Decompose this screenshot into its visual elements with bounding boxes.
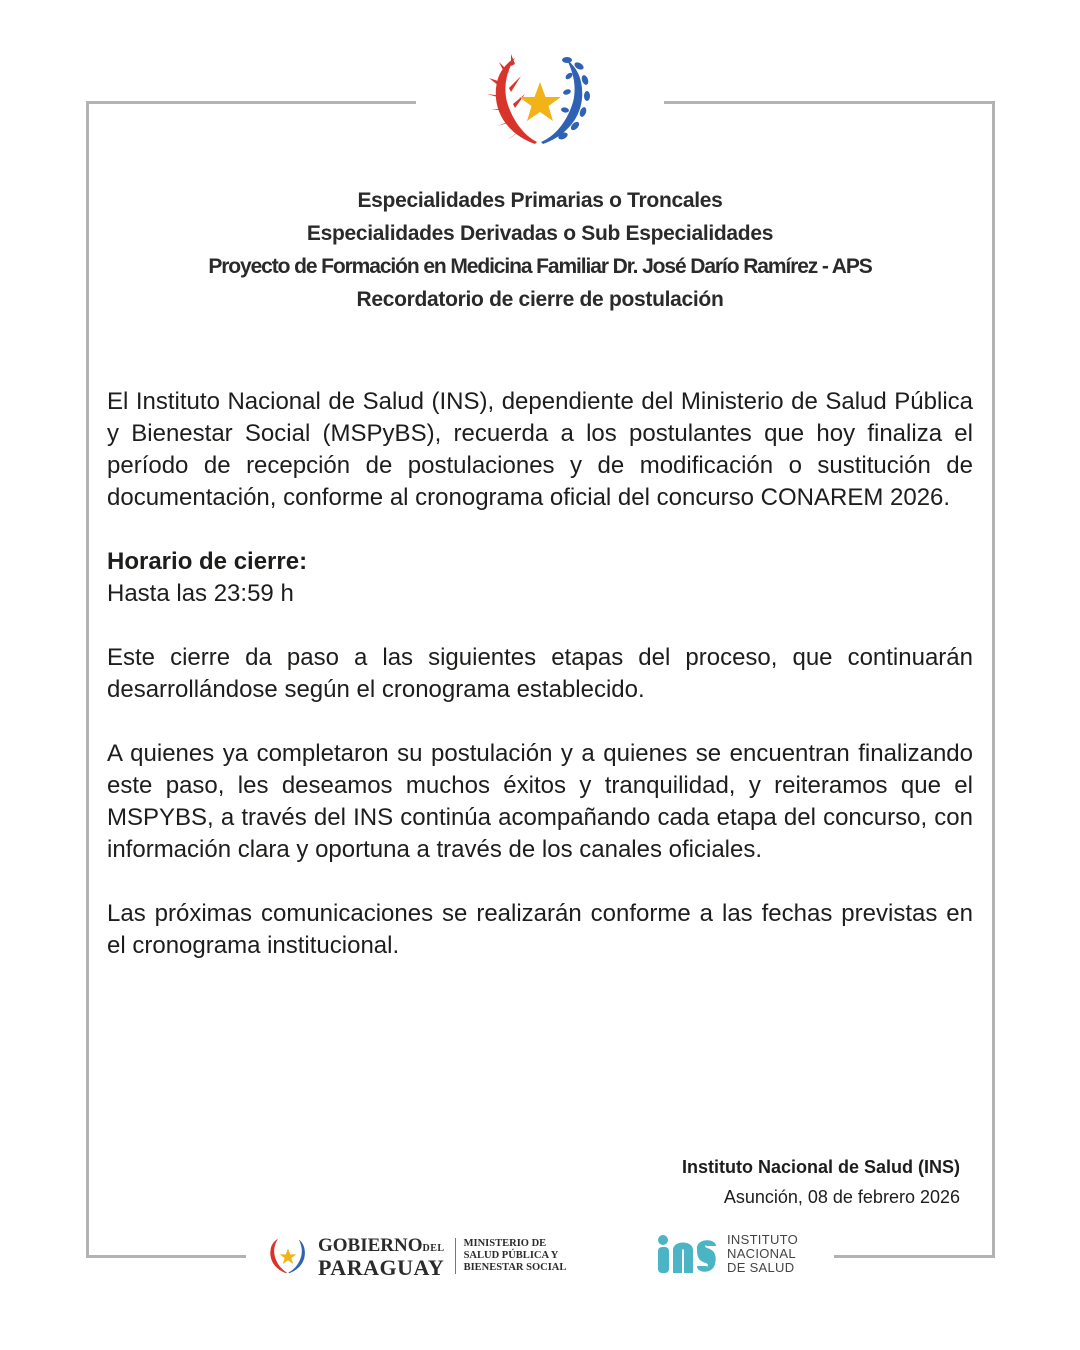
heading-derived-specialties: Especialidades Derivadas o Sub Especialidades — [306, 222, 774, 245]
gobierno-del: DEL — [422, 1242, 445, 1254]
paragraph-next-communications: Las próximas comunicaciones se realizarán conforme a las fechas previstas en el cronograma institucional. — [107, 900, 973, 959]
heading-primary-specialties: Especialidades Primarias o Troncales — [357, 189, 723, 212]
paragraph-intro: El Instituto Nacional de Salud (INS), dependiente del Ministerio de Salud Pública y Bienestar Social (MSPyBS), recuerda a los postulantes que hoy finaliza el período de recepción de postulaciones y de modificación o sustitución de documentación, conforme al cronograma oficial del concurso CONAREM 2026. — [107, 388, 973, 511]
document-body — [107, 386, 973, 962]
signature-block — [682, 1152, 960, 1212]
heading-reminder: Recordatorio de cierre de postulación — [356, 288, 724, 311]
paragraph-next-stages: Este cierre da paso a las siguientes etapas del proceso, que continuarán desarrollándose según el cronograma establecido. — [107, 644, 973, 703]
document-headings — [100, 184, 980, 316]
ins-line2: NACIONAL — [727, 1246, 796, 1261]
ministerio-wordmark — [464, 1238, 567, 1274]
frame-top-right — [664, 101, 995, 104]
ministerio-line1: MINISTERIO DE — [463, 1238, 547, 1249]
heading-family-medicine-project: Proyecto de Formación en Medicina Familiar Dr. José Darío Ramírez - APS — [208, 255, 872, 278]
ins-line3: DE SALUD — [727, 1260, 795, 1275]
ins-line1: INSTITUTO — [727, 1232, 799, 1247]
footer-divider — [455, 1238, 456, 1274]
gobierno-line1: GOBIERNO — [318, 1234, 423, 1256]
paragraph-wishes: A quienes ya completaron su postulación y a quienes se encuentran finalizando este paso, les deseamos muchos éxitos y tranquilidad, y reiteramos que el MSPYBS, a través del INS continúa acompañando cada etapa del concurso, con información clara y oportuna a través de los canales oficiales. — [107, 740, 973, 863]
ins-wordmark — [727, 1233, 798, 1275]
frame-bottom-right — [834, 1255, 995, 1258]
ministerio-line3: BIENESTAR SOCIAL — [463, 1262, 567, 1273]
frame-bottom-left — [86, 1255, 246, 1258]
closing-time-value: Hasta las 23:59 h — [107, 580, 294, 607]
ministerio-line2: SALUD PÚBLICA Y — [463, 1250, 559, 1261]
paraguay-seal-small-icon — [266, 1235, 310, 1277]
paraguay-seal-icon — [485, 52, 595, 150]
frame-right — [992, 101, 995, 1258]
footer-government-logo — [266, 1232, 566, 1280]
gobierno-line2: PARAGUAY — [318, 1254, 445, 1280]
gobierno-wordmark — [318, 1234, 445, 1280]
signature-place-date: Asunción, 08 de febrero 2026 — [723, 1187, 960, 1207]
frame-top-left — [86, 101, 416, 104]
frame-left — [86, 101, 89, 1258]
ins-logo-icon — [655, 1234, 717, 1274]
footer-ins-logo — [655, 1232, 798, 1276]
signature-organization: Instituto Nacional de Salud (INS) — [681, 1157, 960, 1177]
closing-time-label: Horario de cierre: — [107, 548, 308, 575]
